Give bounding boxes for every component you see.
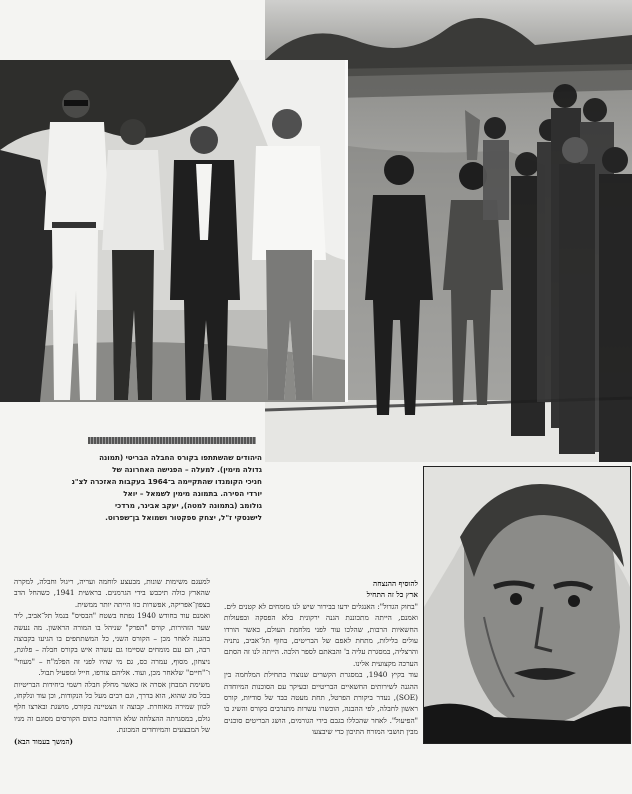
caption-line: חניכי הקומנדו שהתקיימה ב־1964 בעקבות האזכרה לצ"נ [71, 477, 262, 486]
caption-line: גולומב (בתמונה למטה), יעקב אבינר, מרדכי [115, 501, 262, 510]
article-column-right [224, 578, 418, 738]
caption-line: גדולה מימין). למעלה – הפגישה האחרונה של [112, 465, 262, 474]
photo-four-men [0, 60, 348, 402]
article-paragraph: "בחוק הגדול": האנגלים ידעו בבירור שיש לנו מומחים לא קטנים לים. ואמנם, הייתה מתכוננת הגנה ירקונית בלא הפסקה ובפעולות החשאיות הרבות, שהלכו עוד לפני מלחמת העולם, כאשר הורדו עולים בלילות, מתחת לאפם של הבריטים, בחוף תל־אביב, נתניה והרצליה, במסגרת עליה ב' והבאתם לספר הלכה. הייתה לנו זה הסתם הערכה מקצועית אלינו. [224, 601, 418, 668]
article-paragraph: ואמנם עוד בחודש 1940 נפתח בשטח "הבסיס" בנמל תל־אביב, ליד שער הזהירות, קורס "הפרק" שניהל בו המורה הראשון. מה נעשה בהגנה לאחר מכן – הקורס השני, כל המשתתפים בו הגיעו בקבוצה רבה, הם עם מומחים שסיימו גם עשרה איש בקורס חבלה – פלוגת, ניצחון, מסוף, עמרה כס, גם מי שהיו לפני זה הפלמ"ח – "מעוזי" ו־"חיים" שלאחר מכן, ועוד. אליהם צורפו, חייל ומפעיל תבול. [14, 611, 210, 678]
column-subheading: ארץ כל זה התחיל [366, 590, 418, 600]
article-paragraph: למעגם משימות שונות, מבעצע לוחמה ועריה, ריגול וחבלה, למקרה שהארץ כולה תיכבש בידי הגרמנים. בראשית 1941, כשהחל הדב בצפון־אפריקה, אפשרות כזו הייתה יותר ממשית. [14, 577, 210, 609]
portrait-image [424, 467, 630, 743]
photo-portrait [423, 466, 631, 744]
caption-line: היהודים שהשתתפו בקורס החבלה הבריטי (תמונה [99, 453, 262, 462]
photo-caption [40, 452, 262, 524]
article-paragraph: עוד בקיץ 1940, במסגרת הקשרים שנוצרו בתחילת המלחמה בין ההגנה לשירותים החשאיים הבריטיים ובעיקר עם הסוכנות המיוחדת (SOE), נעדר ביקורת הפרטל, תחת מעטה כבד של סודיות, קורס ראשון לחבלה, לפי ההבנה, הוכשרו עשרות מתנדבים בקורס והשיג בו "הפיעול". לאחר שהכללו בגבם בידי הגורמים, הושג הבריטים סוכנים מבין תושבי המזרח התיכון כדי שיבצעו [224, 670, 418, 737]
continued-next-page: (המשך בעמוד הבא) [14, 736, 74, 746]
caption-decorative-bar [88, 437, 256, 444]
group-photo-image [0, 60, 345, 402]
column-heading: להוסיף ההנצחה [373, 579, 418, 588]
caption-line: לישנסקי ז"ל, יצחק ספקטור ושמואל בן־שפרוט. [105, 513, 262, 522]
article-column-left [14, 576, 210, 747]
caption-line: יורדי הסירה. בתמונה מימין לשמאל – יואל [123, 489, 262, 498]
article-paragraph: משימת המבחן אסרה אז כאשר מחלק חבלה רשמי ביחידות הבריטיות בכל סוג שהוא, הוא בדרך, וגם רבים מעל כל הנקודות, וכן עוד ונלקחו, לכוון שמירה מאוחרת. קבוצה זו הצטיינה בקורס, מושגת ובארצו חלף גולם, במסגרתה ההצלחה שלא הורחבה כתום הקורסים מסוגם זה מניו של המבצעים והמיוחדים המכונת. [14, 679, 210, 735]
